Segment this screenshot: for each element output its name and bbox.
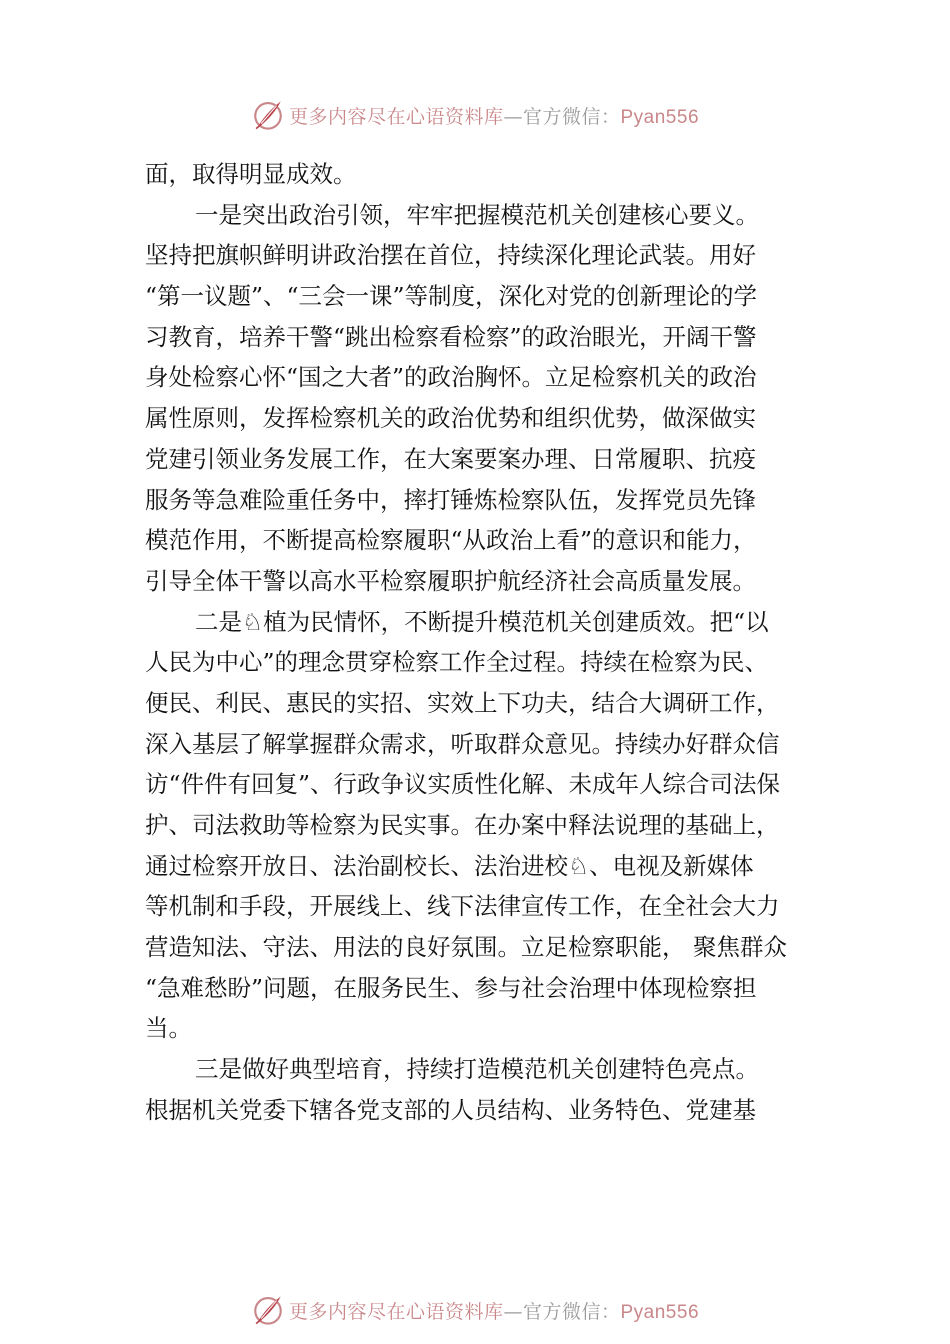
text-line: 属性原则，发挥检察机关的政治优势和组织优势，做深做实 bbox=[145, 404, 756, 433]
text-line: 便民、利民、惠民的实招、实效上下功夫，结合大调研工作， bbox=[145, 688, 780, 717]
text-line: 三是做好典型培育，持续打造模范机关创建特色亮点。 bbox=[195, 1055, 759, 1084]
text-line: 当。 bbox=[145, 1014, 192, 1043]
text-line: 护、司法救助等检察为民实事。在办案中释法说理的基础上， bbox=[145, 811, 780, 839]
text-line: 访“件件有回复”、行政争议实质性化解、未成年人综合司法保 bbox=[145, 770, 781, 799]
watermark-separator: — bbox=[503, 105, 523, 128]
watermark-account-label: 官方微信： bbox=[522, 1300, 621, 1323]
text-line: 模范作用，不断提高检察履职“从政治上看”的意识和能力， bbox=[145, 526, 757, 555]
text-line: 习教育，培养干警“跳出检察看检察”的政治眼光，开阔干警 bbox=[145, 322, 757, 351]
text-line: 深入基层了解掌握群众需求，听取群众意见。持续办好群众信 bbox=[145, 729, 780, 758]
header-watermark bbox=[0, 95, 950, 135]
text-line: 党建引领业务发展工作，在大案要案办理、日常履职、抗疫 bbox=[145, 444, 756, 473]
document-body bbox=[145, 154, 825, 1131]
text-line: 人民为中心”的理念贯穿检察工作全过程。持续在检察为民、 bbox=[145, 648, 769, 677]
text-line: 服务等急难险重任务中，摔打锤炼检察队伍，发挥党员先锋 bbox=[145, 485, 756, 514]
text-line: 营造知法、守法、用法的良好氛围。立足检察职能， 聚焦群众 bbox=[145, 933, 787, 962]
text-line: 等机制和手段，开展线上、线下法律宣传工作，在全社会大力 bbox=[145, 892, 780, 921]
text-line: 引导全体干警以高水平检察履职护航经济社会高质量发展。 bbox=[145, 566, 756, 595]
watermark-separator: — bbox=[503, 1300, 523, 1323]
text-line: 通过检察开放日、法治副校长、法治进校♘、电视及新媒体 bbox=[145, 851, 754, 880]
watermark-account-id: Pyan556 bbox=[620, 1301, 700, 1323]
watermark-account-id: Pyan556 bbox=[620, 106, 700, 128]
text-line: 坚持把旗帜鲜明讲政治摆在首位，持续深化理论武装。用好 bbox=[145, 241, 756, 270]
quill-pen-logo-icon bbox=[251, 1293, 285, 1327]
footer-watermark bbox=[0, 1290, 950, 1330]
watermark-text: 更多内容尽在心语资料库 bbox=[288, 1300, 504, 1323]
text-line: 身处检察心怀“国之大者”的政治胸怀。立足检察机关的政治 bbox=[145, 363, 757, 392]
text-line: “第一议题”、“三会一课”等制度，深化对党的创新理论的学 bbox=[145, 282, 758, 311]
text-line: 面，取得明显成效。 bbox=[145, 160, 357, 188]
text-line: “急难愁盼”问题，在服务民生、参与社会治理中体现检察担 bbox=[145, 973, 757, 1002]
text-line: 二是♘植为民情怀，不断提升模范机关创建质效。把“以 bbox=[195, 607, 769, 636]
watermark-account-label: 官方微信： bbox=[522, 105, 621, 128]
quill-pen-logo-icon bbox=[251, 98, 285, 132]
text-line: 根据机关党委下辖各党支部的人员结构、业务特色、党建基 bbox=[145, 1095, 756, 1124]
watermark-text: 更多内容尽在心语资料库 bbox=[288, 105, 504, 128]
text-line: 一是突出政治引领，牢牢把握模范机关创建核心要义。 bbox=[195, 200, 759, 229]
